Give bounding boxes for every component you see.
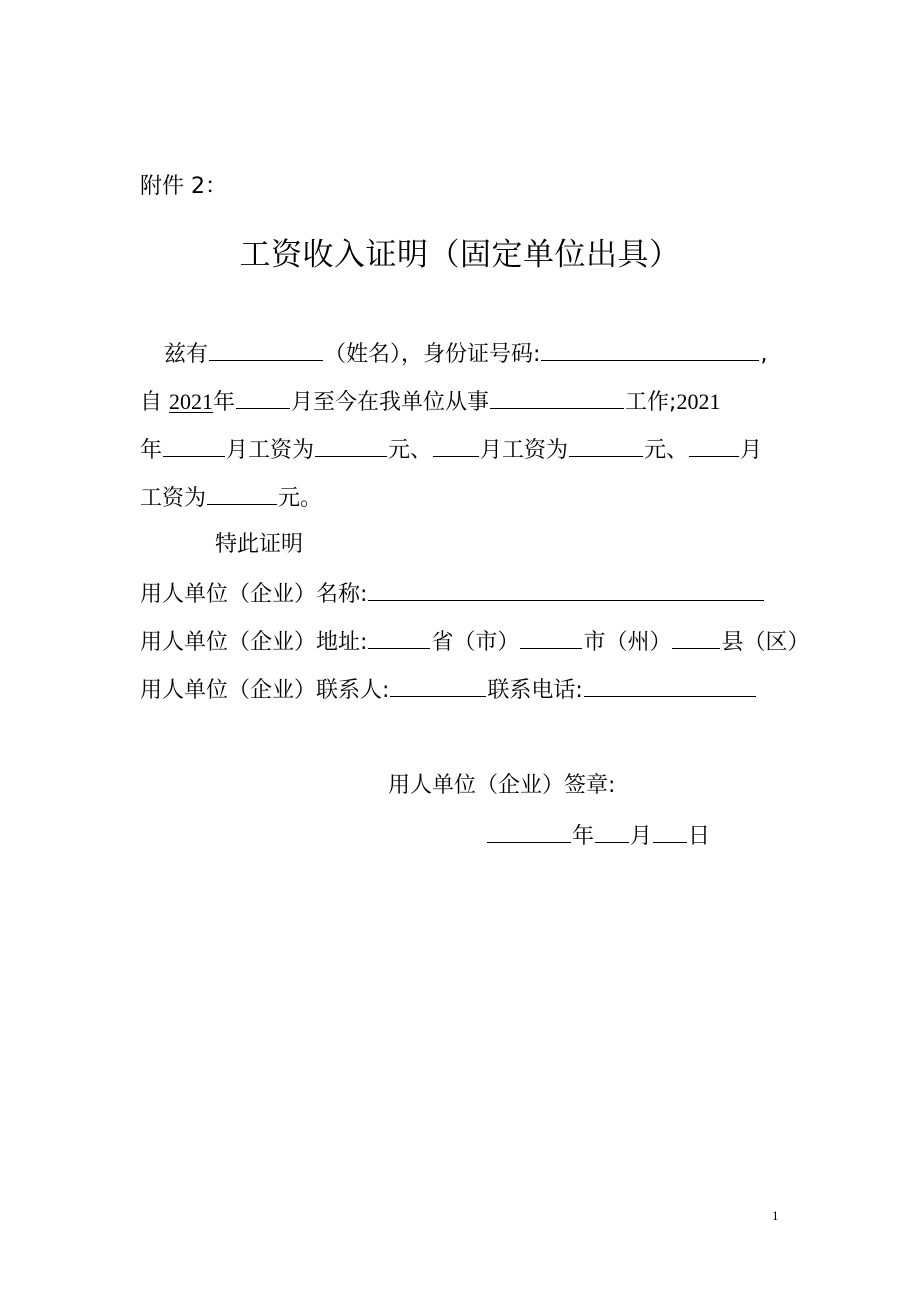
salary-1-blank[interactable] — [315, 434, 387, 457]
unit-address-label: 用人单位（企业）地址: — [140, 630, 368, 655]
start-month-blank[interactable] — [236, 386, 290, 409]
certify-text: 特此证明 — [215, 532, 304, 557]
document-title: 工资收入证明（固定单位出具） — [239, 237, 681, 273]
month-2-blank[interactable] — [433, 434, 479, 457]
contact-blank[interactable] — [390, 674, 486, 697]
year-blank[interactable] — [487, 820, 571, 843]
county-blank[interactable] — [672, 626, 720, 649]
unit-name-label: 用人单位（企业）名称: — [140, 582, 368, 607]
phone-label: 联系电话: — [487, 678, 583, 703]
unit-name-row — [140, 578, 765, 610]
salary-2-blank[interactable] — [569, 434, 643, 457]
date-row: 年 月 日 — [486, 820, 710, 852]
paragraph-line-2: 自 2021年 月至今在我单位从事 工作;2021 — [140, 386, 720, 418]
day-blank[interactable] — [653, 820, 687, 843]
job-blank[interactable] — [490, 386, 624, 409]
month-3-blank[interactable] — [689, 434, 739, 457]
salary-3-blank[interactable] — [207, 482, 277, 505]
phone-blank[interactable] — [584, 674, 756, 697]
seal-label: 用人单位（企业）签章: — [388, 773, 616, 798]
name-blank[interactable] — [209, 338, 323, 361]
month-blank[interactable] — [595, 820, 629, 843]
unit-name-blank[interactable] — [368, 578, 764, 601]
page-number: 1 — [772, 1208, 779, 1223]
unit-address-row: 用人单位（企业）地址: 省（市） 市（州） 县（区） — [140, 626, 809, 658]
paragraph-line-3: 年 月工资为 元、 月工资为 元、 月 — [140, 434, 762, 466]
paragraph-line-4: 工资为 元。 — [140, 482, 322, 514]
id-number-blank[interactable] — [541, 338, 759, 361]
paragraph-line-1: 兹有 （姓名），身份证号码: , — [164, 338, 767, 370]
unit-contact-row — [140, 674, 757, 706]
start-year: 2021 — [169, 389, 214, 414]
province-blank[interactable] — [368, 626, 430, 649]
city-blank[interactable] — [520, 626, 582, 649]
unit-contact-label: 用人单位（企业）联系人: — [140, 678, 390, 703]
attachment-label: 附件 2： — [140, 174, 227, 199]
month-1-blank[interactable] — [163, 434, 225, 457]
